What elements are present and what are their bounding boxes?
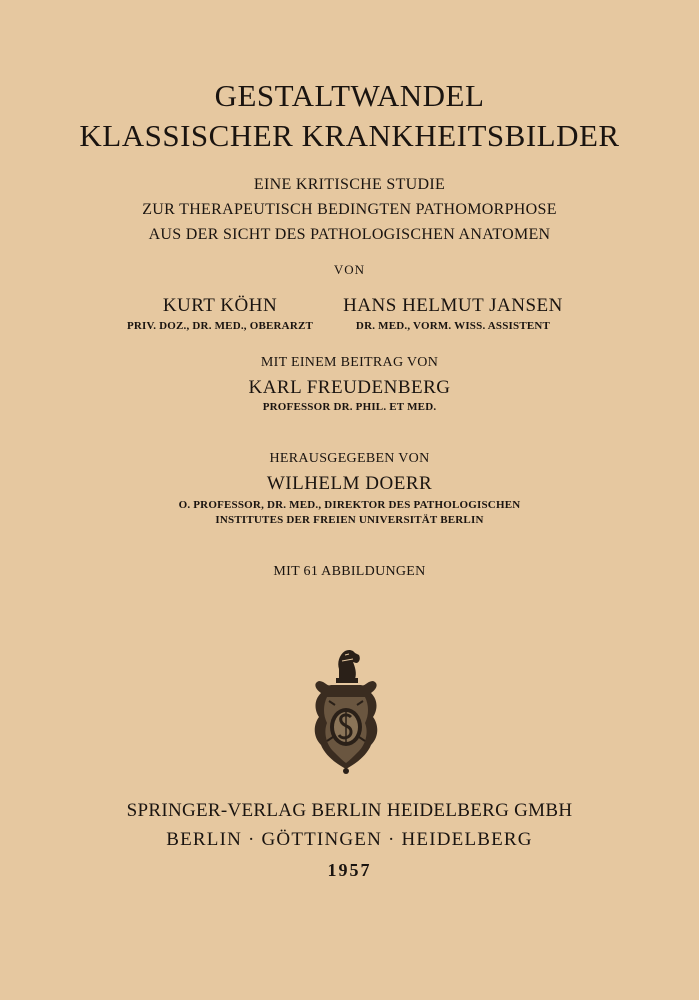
springer-knight-emblem-icon xyxy=(309,645,383,777)
author-1-name: KURT KÖHN xyxy=(162,295,278,316)
publication-year: 1957 xyxy=(327,860,372,880)
contributor-name: KARL FREUDENBERG xyxy=(248,377,451,398)
publisher-name: SPRINGER-VERLAG BERLIN HEIDELBERG GMBH xyxy=(126,800,573,821)
contribution-intro: MIT EINEM BEITRAG VON xyxy=(260,355,439,370)
publisher-cities: BERLIN · GÖTTINGEN · HEIDELBERG xyxy=(166,829,533,850)
title-line-1: GESTALTWANDEL xyxy=(214,78,485,113)
subtitle-line-3: AUS DER SICHT DES PATHOLOGISCHEN ANATOMEN xyxy=(148,226,551,243)
author-2-credentials: DR. MED., VORM. WISS. ASSISTENT xyxy=(355,320,551,332)
contributor-credentials: PROFESSOR DR. PHIL. ET MED. xyxy=(262,401,437,413)
subtitle-line-1: EINE KRITISCHE STUDIE xyxy=(253,176,446,193)
author-2-name: HANS HELMUT JANSEN xyxy=(343,295,563,316)
editor-credentials-line-2: INSTITUTES DER FREIEN UNIVERSITÄT BERLIN xyxy=(215,514,484,526)
title-line-2: KLASSISCHER KRANKHEITSBILDER xyxy=(79,118,620,153)
editor-intro: HERAUSGEGEBEN VON xyxy=(269,451,430,466)
author-1-credentials: PRIV. DOZ., DR. MED., OBERARZT xyxy=(126,320,314,332)
illustrations-note: MIT 61 ABBILDUNGEN xyxy=(273,564,426,579)
editor-name: WILHELM DOERR xyxy=(266,473,433,494)
von-label: VON xyxy=(333,262,366,277)
editor-credentials-line-1: O. PROFESSOR, DR. MED., DIREKTOR DES PATHOLOGISCHEN xyxy=(178,499,521,511)
subtitle-line-2: ZUR THERAPEUTISCH BEDINGTEN PATHOMORPHOSE xyxy=(142,201,557,218)
